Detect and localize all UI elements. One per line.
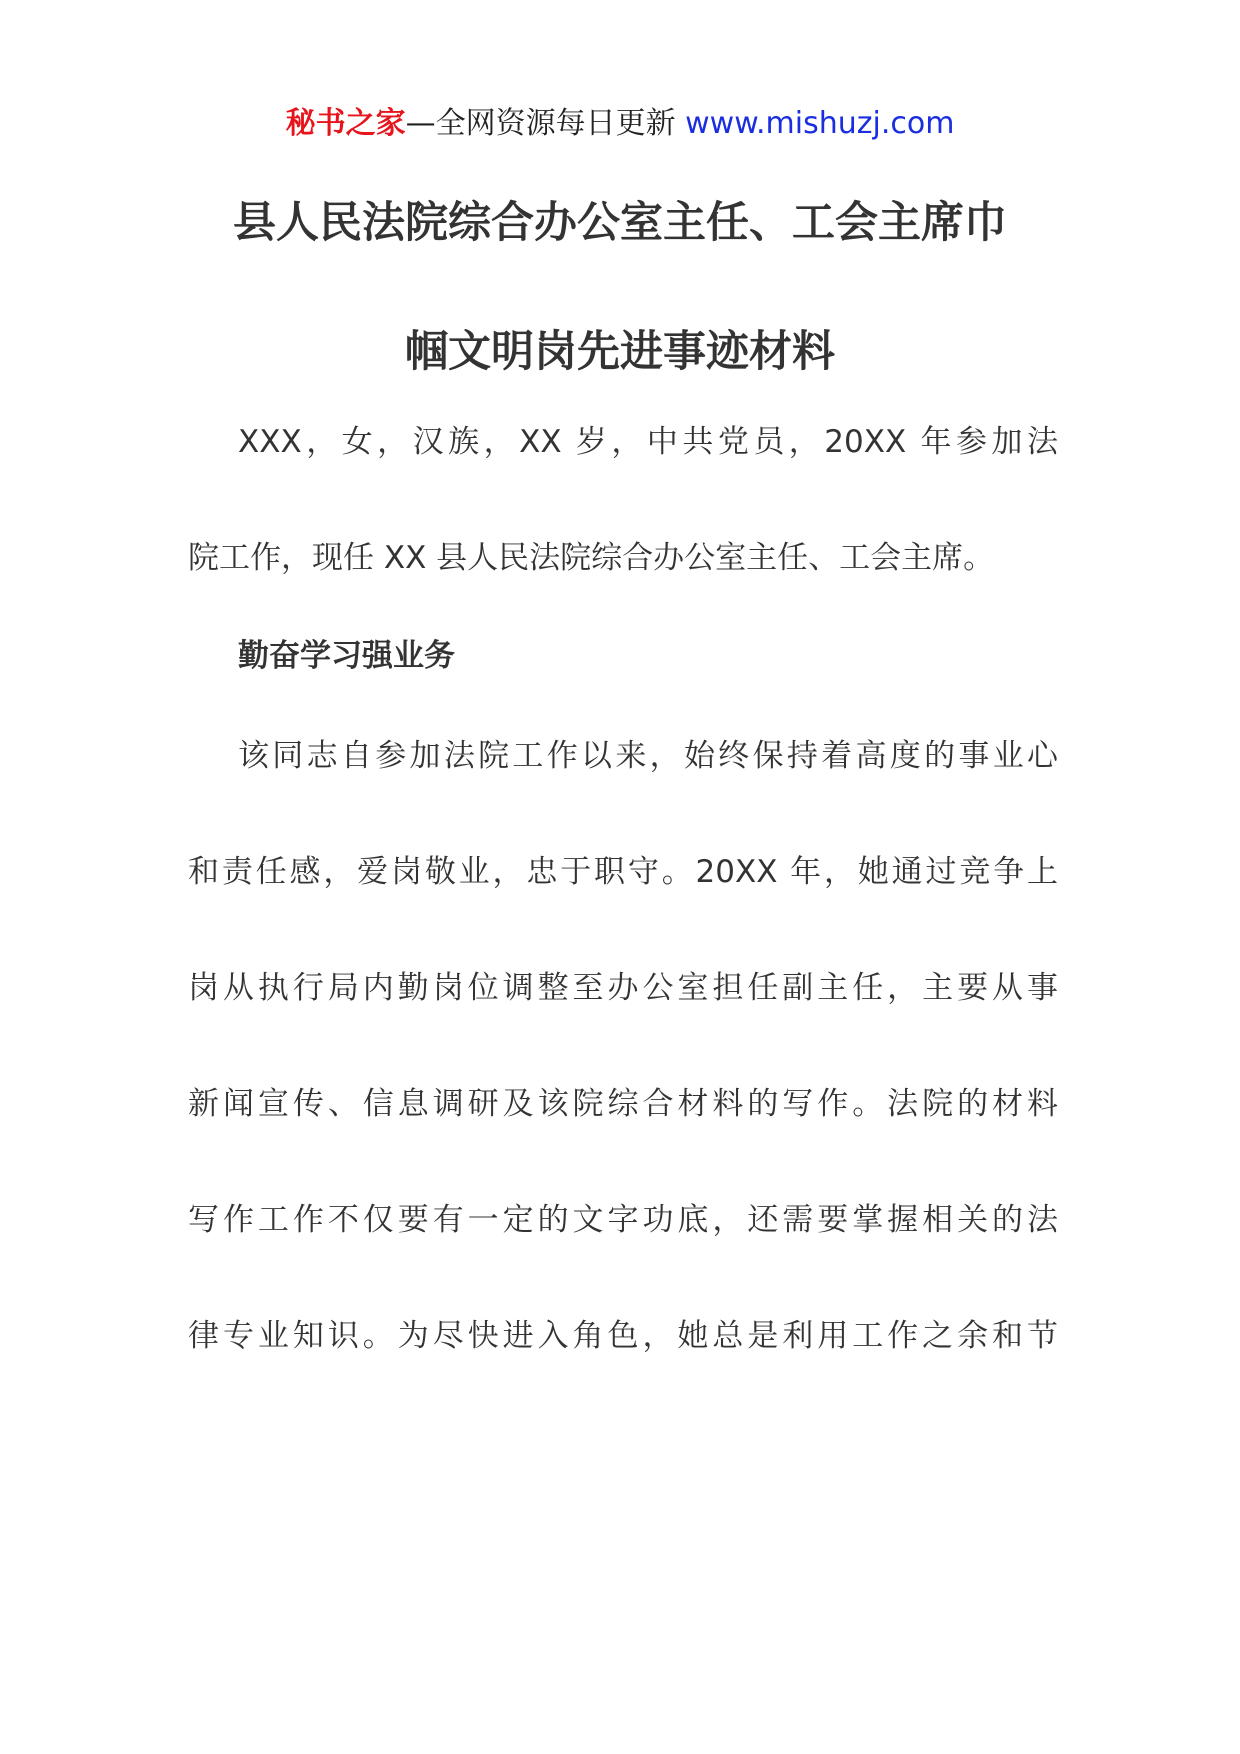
intro-line-1: XXX，女，汉族，XX 岁，中共党员，20XX 年参加法: [238, 424, 1058, 460]
paragraph-line: 和责任感，爱岗敬业，忠于职守。20XX 年，她通过竞争上: [188, 854, 1058, 890]
paragraph-line: 新闻宣传、信息调研及该院综合材料的写作。法院的材料: [188, 1086, 1058, 1122]
section-heading: 勤奋学习强业务: [238, 638, 455, 674]
paragraph-line: 律专业知识。为尽快进入角色，她总是利用工作之余和节: [188, 1318, 1058, 1354]
site-url-link[interactable]: www.mishuzj.com: [685, 106, 955, 141]
site-brand: 秘书之家: [285, 106, 406, 141]
document-title-line-1: 县人民法院综合办公室主任、工会主席巾: [233, 198, 1007, 248]
document-title-line-2: 帼文明岗先进事迹材料: [405, 327, 835, 377]
paragraph-line: 写作工作不仅要有一定的文字功底，还需要掌握相关的法: [188, 1202, 1058, 1238]
paragraph-line: 该同志自参加法院工作以来，始终保持着高度的事业心: [238, 738, 1058, 774]
site-slogan: —全网资源每日更新: [405, 106, 676, 141]
site-header: [0, 102, 1240, 146]
paragraph-line: 岗从执行局内勤岗位调整至办公室担任副主任，主要从事: [188, 970, 1058, 1006]
intro-line-2: 院工作，现任 XX 县人民法院综合办公室主任、工会主席。: [188, 540, 995, 576]
